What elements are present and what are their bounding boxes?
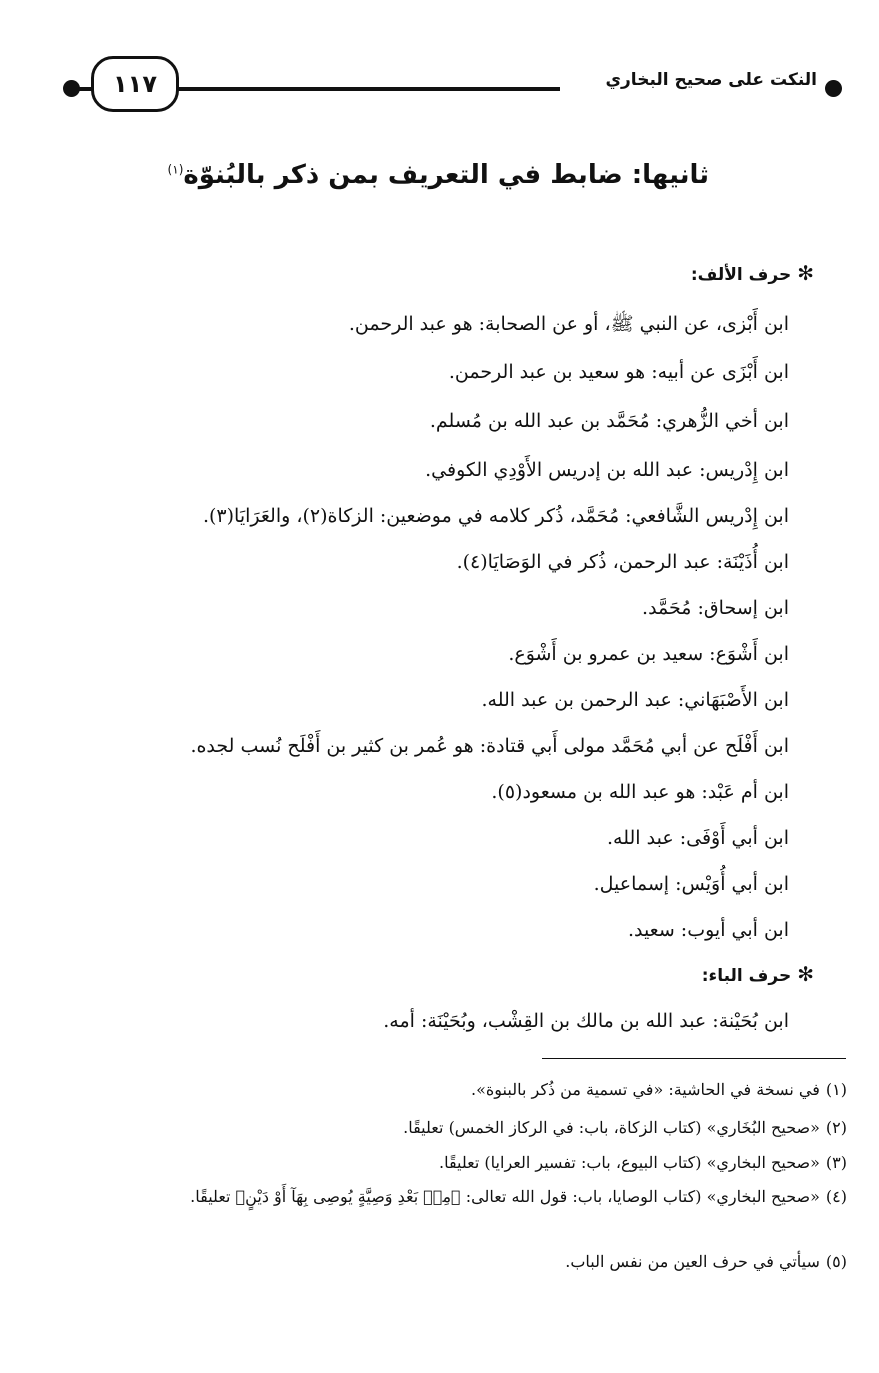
section-title-footnote-ref: (١) bbox=[167, 162, 184, 177]
entry: ابن أبي أَوْفَى: عبد الله. bbox=[607, 827, 789, 849]
entry: ابن أُذَيْنَة: عبد الرحمن، ذُكر في الوَصَايَا(٤). bbox=[456, 551, 789, 573]
footnote bbox=[67, 1116, 847, 1140]
footnote-text: سيأتي في حرف العين من نفس الباب. bbox=[565, 1252, 820, 1271]
footnote-text: «صحيح البخاري» (كتاب البيوع، باب: تفسير العرايا) تعليقًا. bbox=[438, 1153, 820, 1172]
footnote-number: (٣) bbox=[825, 1153, 847, 1172]
footnote-separator bbox=[542, 1058, 846, 1059]
footnote bbox=[67, 1250, 847, 1274]
header-rule-right bbox=[178, 87, 560, 91]
entry: ابن أبي أيوب: سعيد. bbox=[627, 919, 789, 941]
section-title bbox=[149, 160, 709, 190]
entry: ابن أَفْلَح عن أبي مُحَمَّد مولى أَبي قتادة: هو عُمر بن كثير بن أَفْلَح نُسب لجده. bbox=[190, 735, 789, 757]
section-title-text: ثانيها: ضابط في التعريف بمن ذكر بالبُنوّة bbox=[183, 160, 709, 190]
footnote-number: (١) bbox=[825, 1080, 847, 1099]
entry: ابن أبي أُوَيْس: إسماعيل. bbox=[593, 873, 789, 895]
entry: ابن أخي الزُّهري: مُحَمَّد بن عبد الله بن مُسلم. bbox=[429, 410, 789, 432]
star-ornament-icon: ✻ bbox=[797, 261, 814, 285]
letter-heading-alif bbox=[514, 261, 814, 285]
running-header-title: النكت على صحيح البخاري bbox=[605, 70, 817, 90]
footnote-number: (٤) bbox=[825, 1187, 847, 1206]
header-rule-left bbox=[72, 87, 92, 91]
entry: ابن أَبْزى، عن النبي ﷺ، أو عن الصحابة: هو عبد الرحمن. bbox=[348, 313, 789, 335]
header-ornament-right bbox=[825, 80, 842, 97]
footnote-number: (٢) bbox=[825, 1118, 847, 1137]
letter-heading-label: حرف الألف: bbox=[690, 265, 792, 285]
entry: ابن أَشْوَع: سعيد بن عمرو بن أَشْوَع. bbox=[508, 643, 789, 665]
footnote bbox=[67, 1151, 847, 1175]
entry: ابن إسحاق: مُحَمَّد. bbox=[642, 597, 789, 619]
page-number: ١١٧ bbox=[91, 56, 179, 112]
letter-heading-label: حرف الباء: bbox=[701, 966, 792, 986]
star-ornament-icon: ✻ bbox=[797, 962, 814, 986]
footnote bbox=[67, 1078, 847, 1102]
entry: ابن الأَصْبَهَاني: عبد الرحمن بن عبد الله. bbox=[481, 689, 789, 711]
footnote bbox=[67, 1185, 847, 1209]
footnote-text: «صحيح البخاري» (كتاب الوصايا، باب: قول الله تعالى: ﴿مِنۢ بَعْدِ وَصِيَّةٍ يُوصِى بِهَآ أَوْ دَيْنٍ﴾ تعليقًا. bbox=[190, 1187, 820, 1206]
letter-heading-ba bbox=[514, 962, 814, 986]
footnote-text: في نسخة في الحاشية: «في تسمية من ذُكر بالبنوة». bbox=[471, 1080, 820, 1099]
entry: ابن إِدْريس الشَّافعي: مُحَمَّد، ذُكر كلامه في موضعين: الزكاة(٢)، والعَرَايَا(٣). bbox=[202, 505, 789, 527]
entry: ابن أم عَبْد: هو عبد الله بن مسعود(٥). bbox=[491, 781, 789, 803]
entry: ابن أَبْزَى عن أبيه: هو سعيد بن عبد الرحمن. bbox=[448, 361, 789, 383]
entry: ابن إِدْريس: عبد الله بن إدريس الأَوْدِي الكوفي. bbox=[425, 459, 789, 481]
entry: ابن بُحَيْنة: عبد الله بن مالك بن القِشْب، وبُحَيْنَة: أمه. bbox=[383, 1010, 789, 1032]
footnote-text: «صحيح البُخَاري» (كتاب الزكاة، باب: في الركاز الخمس) تعليقًا. bbox=[403, 1118, 820, 1137]
footnote-number: (٥) bbox=[825, 1252, 847, 1271]
